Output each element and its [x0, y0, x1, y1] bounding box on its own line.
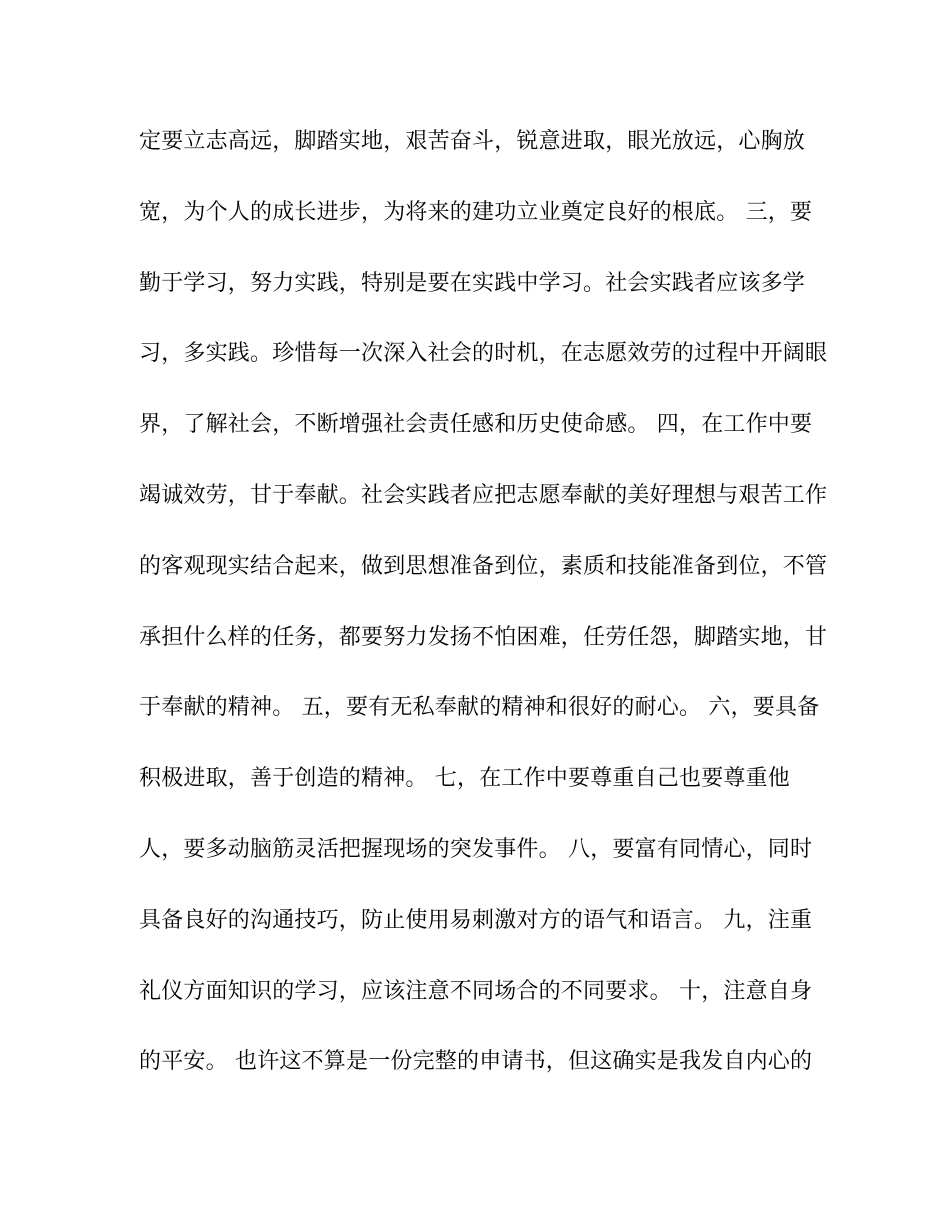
text-line: 积极进取，善于创造的精神。 七，在工作中要尊重自己也要尊重他 — [139, 766, 790, 792]
text-line: 具备良好的沟通技巧，防止使用易刺激对方的语气和语言。 九，注重 — [139, 907, 813, 933]
text-line: 人，要多动脑筋灵活把握现场的突发事件。 八，要富有同情心，同时 — [139, 836, 813, 862]
text-line: 习，多实践。珍惜每一次深入社会的时机，在志愿效劳的过程中开阔眼 — [139, 341, 828, 367]
text-line: 承担什么样的任务，都要努力发扬不怕困难，任劳任怨，脚踏实地，甘 — [139, 624, 828, 650]
text-line: 的客观现实结合起来，做到思想准备到位，素质和技能准备到位，不管 — [139, 553, 828, 579]
text-line: 礼仪方面知识的学习，应该注意不同场合的不同要求。 十，注意自身 — [139, 978, 813, 1004]
text-line: 界，了解社会，不断增强社会责任感和历史使命感。 四，在工作中要 — [139, 412, 813, 438]
body-text — [139, 122, 828, 1113]
text-line: 宽，为个人的成长进步，为将来的建功立业奠定良好的根底。 三，要 — [139, 199, 813, 225]
text-line: 于奉献的精神。 五，要有无私奉献的精神和很好的耐心。 六，要具备 — [139, 695, 820, 721]
text-line: 竭诚效劳，甘于奉献。社会实践者应把志愿奉献的美好理想与艰苦工作 — [139, 482, 828, 508]
text-line: 定要立志高远，脚踏实地，艰苦奋斗，锐意进取，眼光放远，心胸放 — [139, 129, 806, 154]
text-line: 的平安。 也许这不算是一份完整的申请书，但这确实是我发自内心的 — [139, 1049, 813, 1075]
text-line: 勤于学习，努力实践，特别是要在实践中学习。社会实践者应该多学 — [139, 270, 806, 296]
